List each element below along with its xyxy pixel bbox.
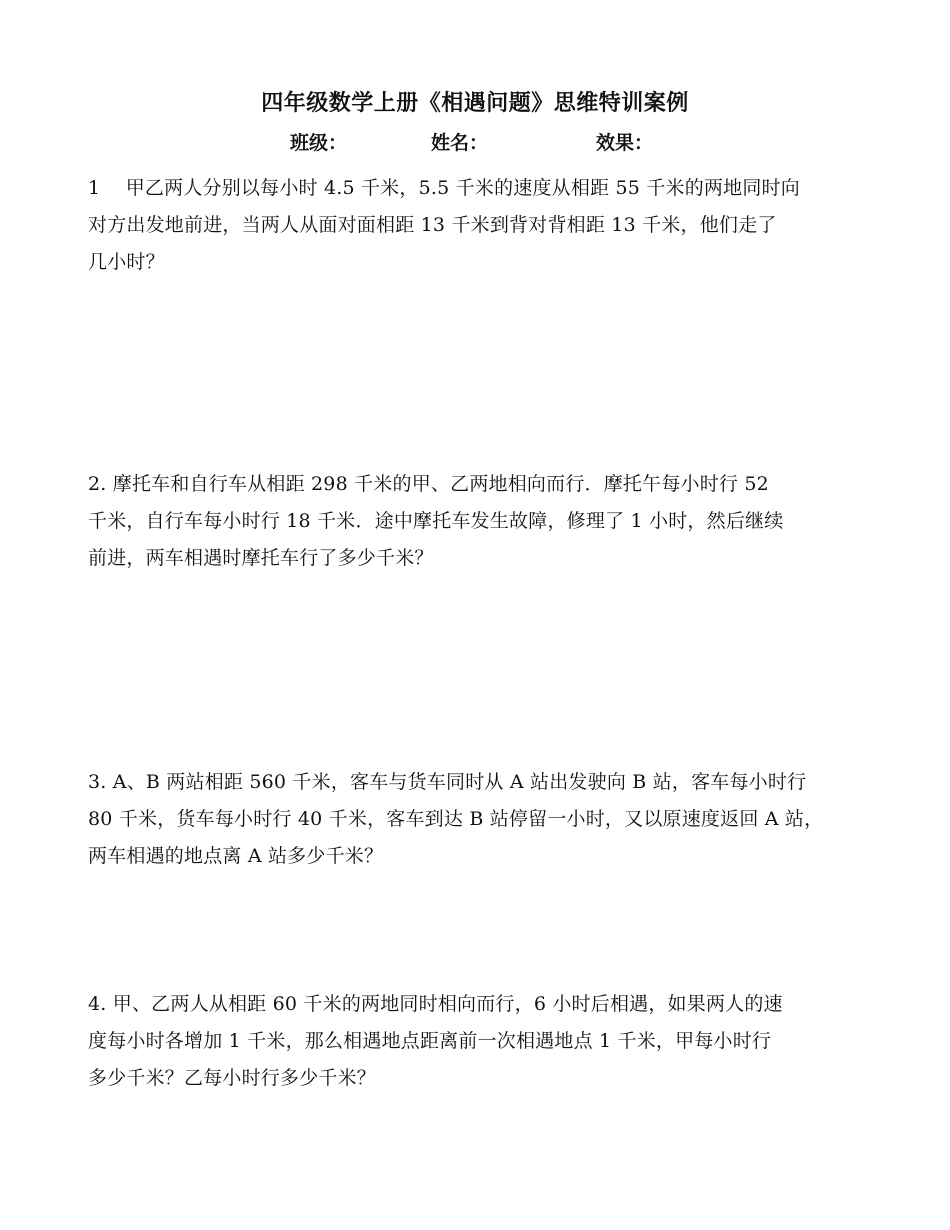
question-line: 2. 摩托车和自行车从相距 298 千米的甲、乙两地相向而行．摩托午每小时行 52 xyxy=(88,473,769,495)
effect-label: 效果： xyxy=(596,132,654,154)
question-line: 80 千米，货车每小时行 40 千米，客车到达 B 站停留一小时，又以原速度返回 A 站， xyxy=(88,808,824,830)
worksheet-title: 四年级数学上册《相遇问题》思维特训案例 xyxy=(261,91,689,116)
question-2 xyxy=(88,466,878,577)
question-line: 4. 甲、乙两人从相距 60 千米的两地同时相向而行，6 小时后相遇，如果两人的速 xyxy=(88,993,783,1015)
question-line: 1 甲乙两人分别以每小时 4.5 千米，5.5 千米的速度从相距 55 千米的两地同时向 xyxy=(88,177,800,199)
question-line: 对方出发地前进，当两人从面对面相距 13 千米到背对背相距 13 千米，他们走了 xyxy=(88,214,777,236)
question-line: 千米，自行车每小时行 18 千米．途中摩托车发生故障，修理了 1 小时，然后继续 xyxy=(88,510,784,532)
question-line: 多少千米？乙每小时行多少千米？ xyxy=(88,1067,377,1089)
question-line: 两车相遇的地点离 A 站多少千米？ xyxy=(88,845,384,867)
question-3 xyxy=(88,764,878,875)
question-line: 3. A、B 两站相距 560 千米，客车与货车同时从 A 站出发驶向 B 站，客车每小时行 xyxy=(88,771,807,793)
student-info-row xyxy=(0,128,950,158)
question-line: 前进，两车相遇时摩托车行了多少千米？ xyxy=(88,547,434,569)
question-1 xyxy=(88,170,878,281)
question-4 xyxy=(88,986,878,1097)
name-label: 姓名： xyxy=(431,132,489,154)
question-line: 几小时？ xyxy=(88,251,165,273)
class-label: 班级： xyxy=(290,132,348,154)
question-line: 度每小时各增加 1 千米，那么相遇地点距离前一次相遇地点 1 千米，甲每小时行 xyxy=(88,1030,772,1052)
